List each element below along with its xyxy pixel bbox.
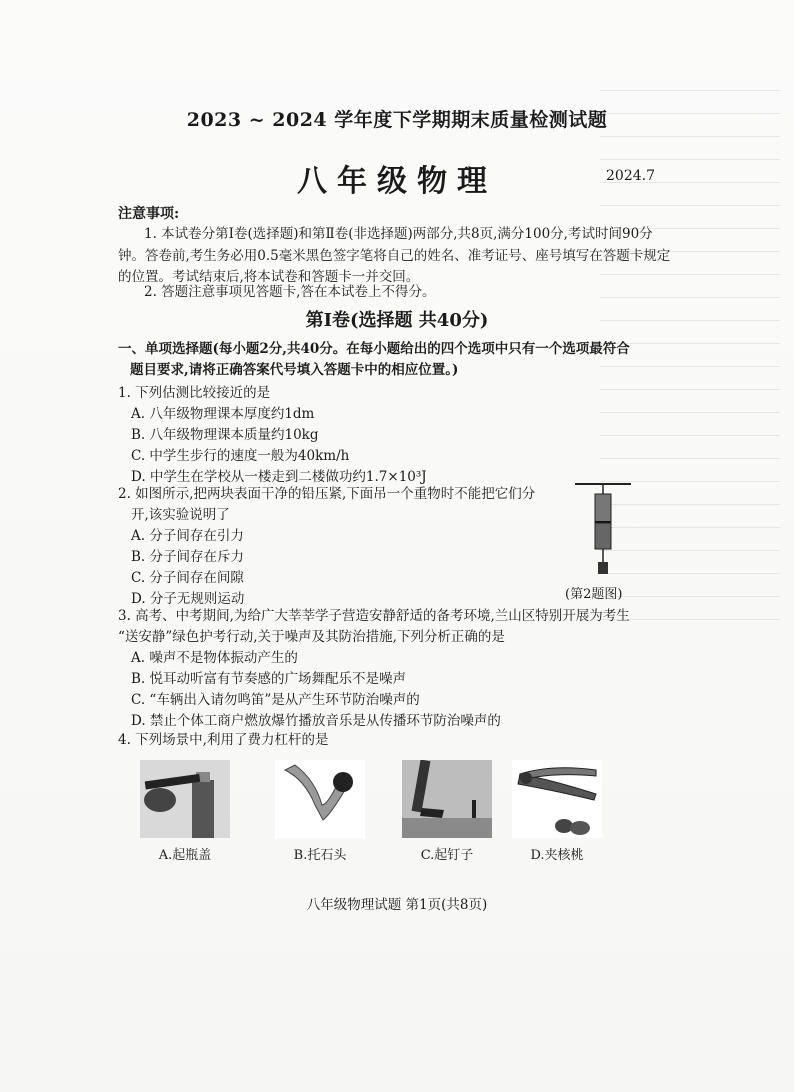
- question-4-stem: 4. 下列场景中,利用了费力杠杆的是: [118, 732, 329, 748]
- part-one-instructions: [118, 339, 683, 381]
- arm-holding-stone-picture: [275, 760, 365, 838]
- question-3-option-a: A. 噪声不是物体振动产生的: [131, 650, 298, 666]
- question-2-option-c: C. 分子间存在间隙: [131, 570, 244, 586]
- picture-label-c: C.起钉子: [420, 848, 474, 863]
- question-2-stem-cont: 开,该实验说明了: [131, 507, 230, 523]
- question-3-stem-cont: “送安静”绿色护考行动,关于噪声及其防治措施,下列分析正确的是: [118, 629, 505, 645]
- page-footer: 八年级物理试题 第1页(共8页): [306, 897, 488, 913]
- question-3-option-b: B. 悦耳动听富有节奏感的广场舞配乐不是噪声: [131, 671, 407, 687]
- bottle-opener-picture: [140, 760, 230, 838]
- section-title: 第Ⅰ卷(选择题 共40分): [305, 310, 489, 331]
- question-1-option-a: A. 八年级物理课本厚度约1dm: [131, 406, 315, 422]
- part-one-line-1: 一、单项选择题(每小题2分,共40分。在每小题给出的四个选项中只有一个选项最符合: [118, 341, 630, 357]
- question-4: [118, 730, 678, 751]
- question-1-option-c: C. 中学生步行的速度一般为40km/h: [131, 448, 350, 464]
- notice-item-1: 1. 本试卷分第Ⅰ卷(选择题)和第Ⅱ卷(非选择题)两部分,共8页,满分100分,考试时间90分钟。答卷前,考生务必用0.5毫米黑色签字笔将自己的姓名、准考证号、座号填写在答题卡规定的位置。考试结束后,将本试卷和答题卡一并交回。: [118, 226, 671, 285]
- question-3-stem: 3. 高考、中考期间,为给广大莘莘学子营造安静舒适的备考环境,兰山区特别开展为考生: [118, 608, 630, 624]
- exam-date: 2024.7: [606, 168, 655, 184]
- question-1-option-b: B. 八年级物理课本质量约10kg: [131, 427, 319, 443]
- notice-item-2: 2. 答题注意事项见答题卡,答在本试卷上不得分。: [144, 284, 436, 300]
- question-3: [118, 606, 678, 732]
- question-2-figure-caption: (第2题图): [565, 587, 623, 602]
- claw-hammer-picture: [402, 760, 492, 838]
- question-4-pictures: [140, 760, 640, 863]
- lead-blocks-figure: [573, 478, 633, 583]
- question-1-stem: 1. 下列估测比较接近的是: [118, 385, 271, 401]
- question-3-option-d: D. 禁止个体工商户燃放爆竹播放音乐是从传播环节防治噪声的: [131, 713, 501, 729]
- picture-label-d: D.夹核桃: [530, 848, 584, 863]
- question-2-option-b: B. 分子间存在斥力: [131, 549, 245, 565]
- subject-title: 八年级物理: [297, 164, 497, 199]
- question-3-option-c: C. “车辆出入请勿鸣笛”是从产生环节防治噪声的: [131, 692, 420, 708]
- exam-title: 2023 ~ 2024 学年度下学期期末质量检测试题: [186, 109, 608, 131]
- question-2-stem: 2. 如图所示,把两块表面干净的铅压紧,下面吊一个重物时不能把它们分: [118, 486, 536, 502]
- notice-heading: 注意事项:: [118, 206, 180, 222]
- picture-label-a: A.起瓶盖: [158, 848, 212, 863]
- nutcracker-picture: [512, 760, 602, 838]
- question-1-option-d: D. 中学生在学校从一楼走到二楼做功约1.7×10³J: [131, 469, 427, 485]
- part-one-line-2: 题目要求,请将正确答案代号填入答题卡中的相应位置。): [130, 362, 459, 378]
- question-2-option-d: D. 分子无规则运动: [131, 591, 245, 607]
- question-1: [118, 383, 678, 488]
- question-2-option-a: A. 分子间存在引力: [131, 528, 244, 544]
- picture-label-b: B.托石头: [293, 848, 347, 863]
